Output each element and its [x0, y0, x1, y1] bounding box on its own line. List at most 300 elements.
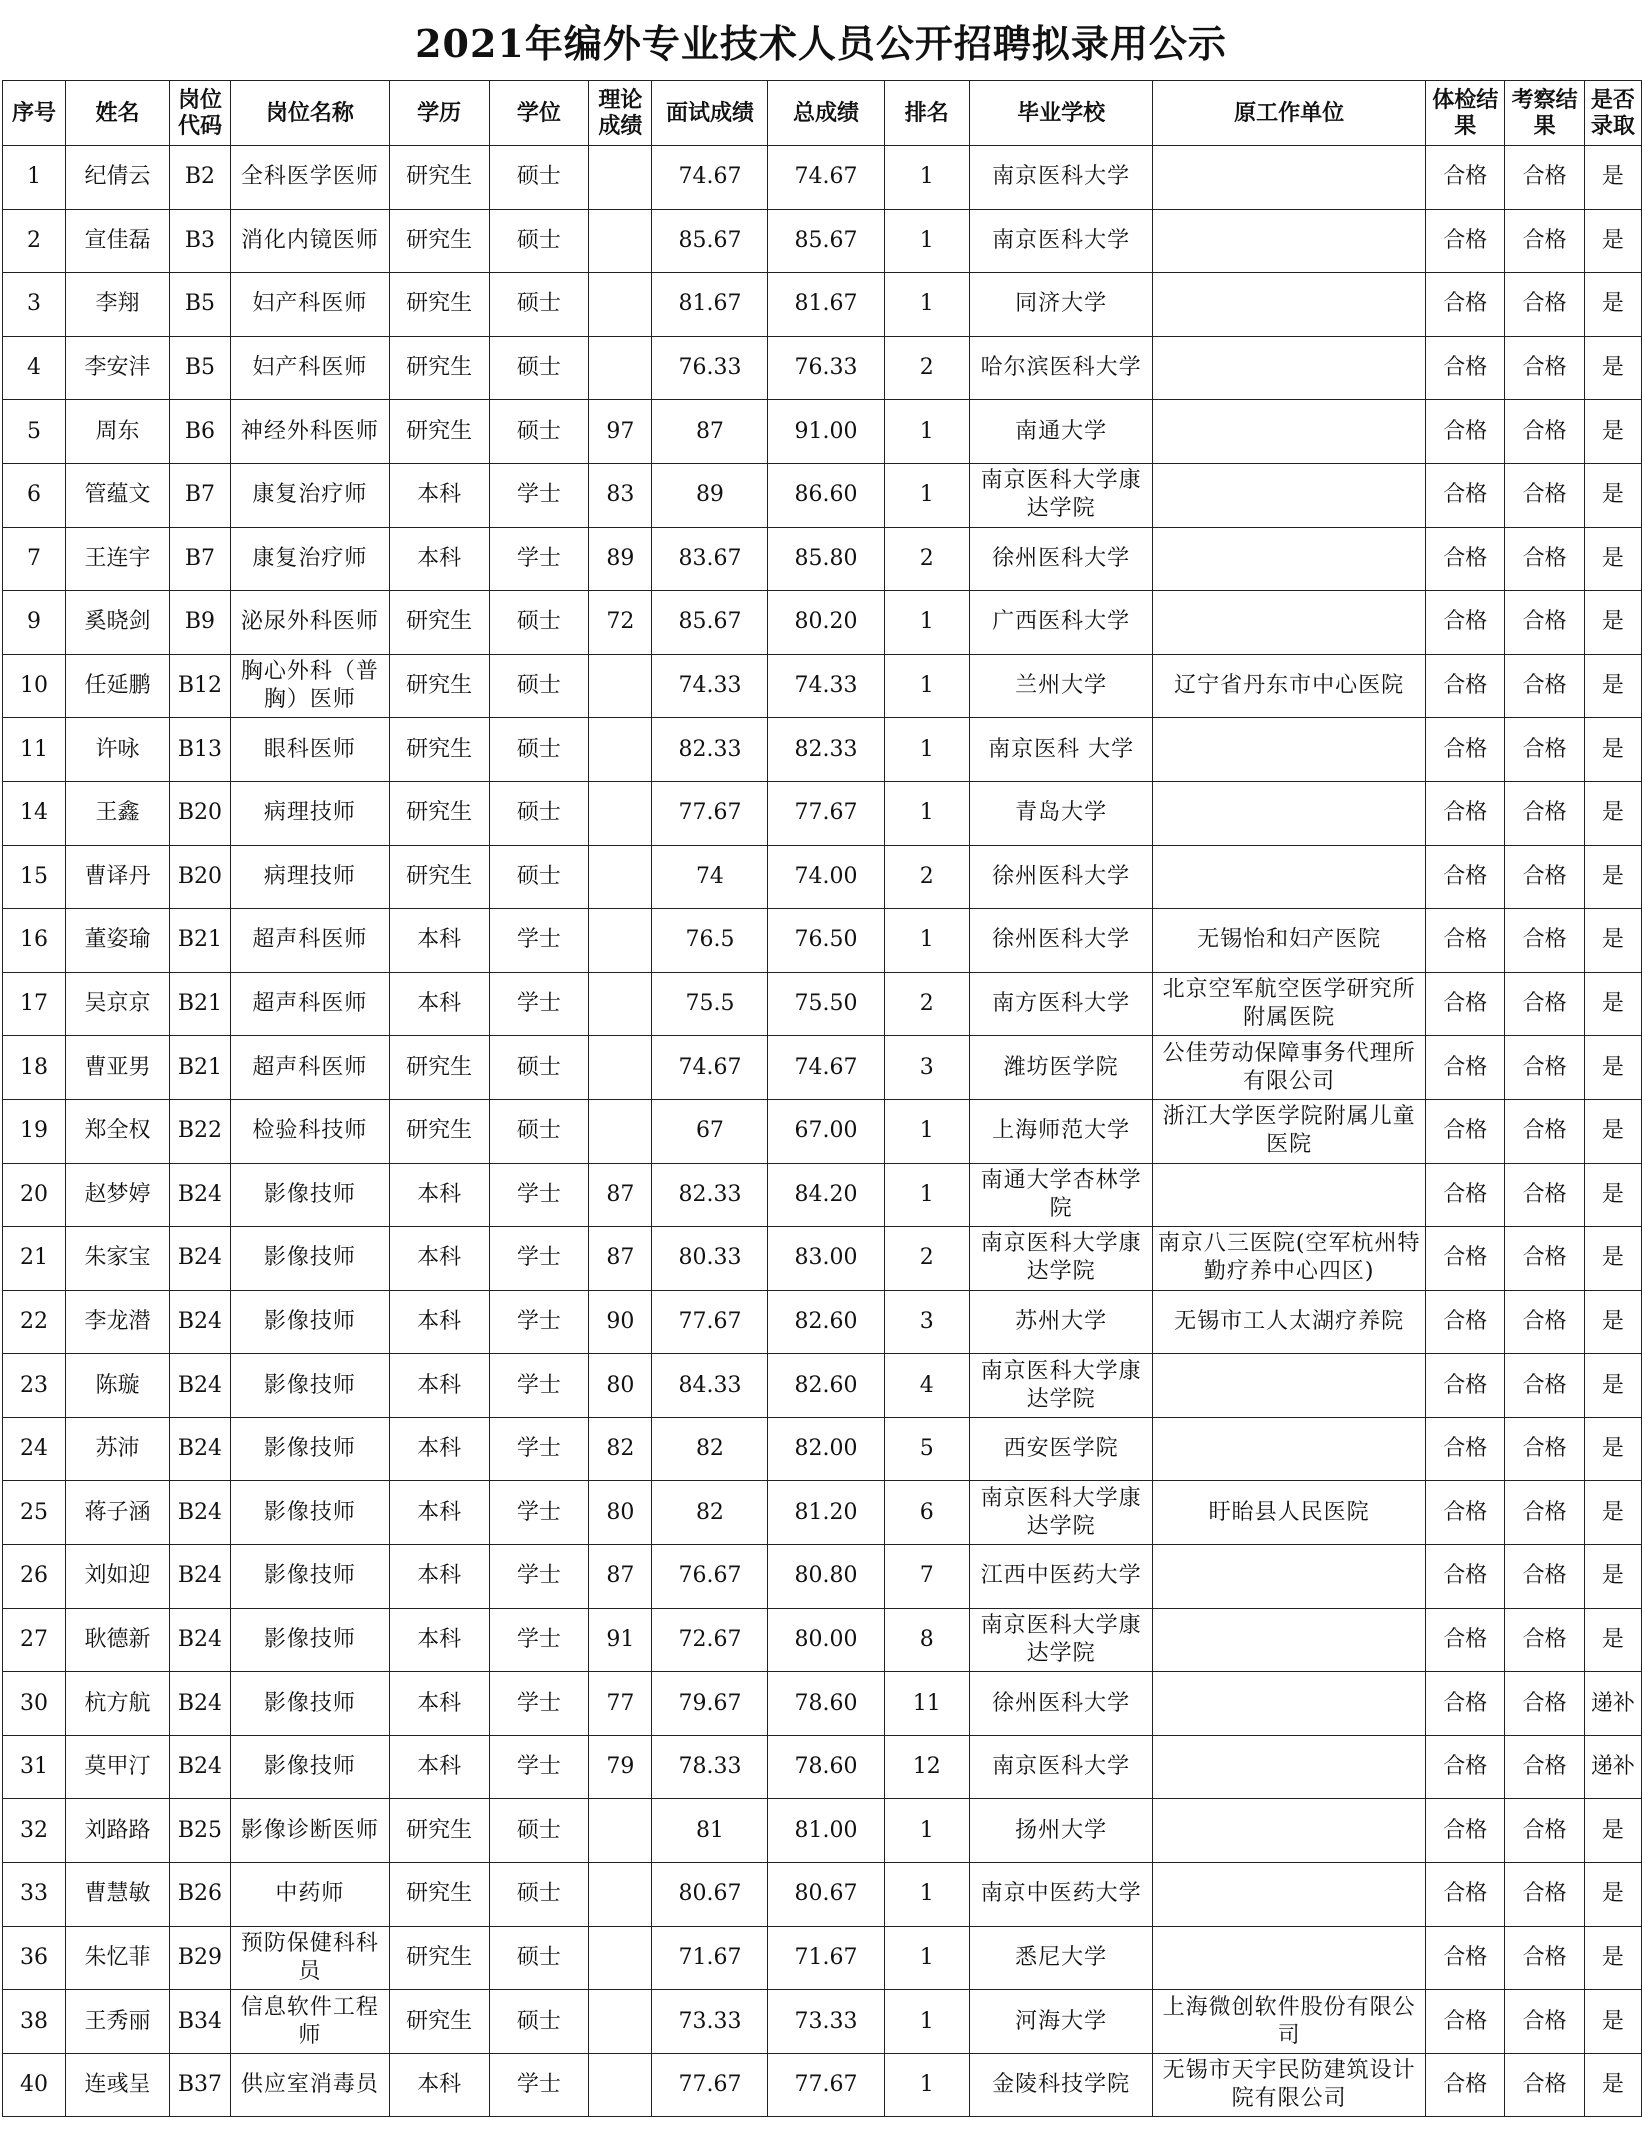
cell-education: 本科 [389, 1417, 489, 1481]
cell-assessment: 合格 [1505, 1354, 1584, 1418]
cell-post-code: B20 [169, 845, 230, 909]
table-row [3, 1036, 1642, 1100]
table-row [3, 463, 1642, 527]
cell-interview-score: 80.67 [652, 1863, 768, 1927]
cell-physical-exam: 合格 [1426, 336, 1505, 400]
cell-total-score: 71.67 [768, 1926, 884, 1990]
cell-degree: 学士 [489, 1545, 589, 1609]
cell-rank: 3 [884, 1036, 970, 1100]
cell-physical-exam: 合格 [1426, 273, 1505, 337]
table-row [3, 527, 1642, 591]
cell-assessment: 合格 [1505, 1926, 1584, 1990]
cell-admitted: 是 [1584, 336, 1641, 400]
table-row [3, 209, 1642, 273]
cell-name: 朱家宝 [66, 1227, 170, 1291]
cell-name: 耿德新 [66, 1608, 170, 1672]
table-row [3, 1227, 1642, 1291]
cell-physical-exam: 合格 [1426, 1481, 1505, 1545]
table-row [3, 1417, 1642, 1481]
cell-post-name: 影像技师 [231, 1545, 390, 1609]
cell-post-code: B7 [169, 463, 230, 527]
cell-interview-score: 74.33 [652, 654, 768, 718]
cell-school: 徐州医科大学 [970, 1672, 1153, 1736]
cell-school: 南方医科大学 [970, 972, 1153, 1036]
cell-theory-score [589, 1799, 652, 1863]
column-header-post-code: 岗位代码 [169, 81, 230, 146]
cell-education: 研究生 [389, 718, 489, 782]
cell-degree: 硕士 [489, 591, 589, 655]
cell-physical-exam: 合格 [1426, 909, 1505, 973]
cell-former-employer: 北京空军航空医学研究所附属医院 [1153, 972, 1426, 1036]
cell-name: 刘如迎 [66, 1545, 170, 1609]
cell-interview-score: 74 [652, 845, 768, 909]
cell-former-employer [1153, 718, 1426, 782]
cell-total-score: 74.67 [768, 146, 884, 210]
cell-assessment: 合格 [1505, 146, 1584, 210]
cell-name: 朱忆菲 [66, 1926, 170, 1990]
table-row [3, 718, 1642, 782]
cell-education: 本科 [389, 1545, 489, 1609]
cell-assessment: 合格 [1505, 1227, 1584, 1291]
cell-post-name: 检验科技师 [231, 1099, 390, 1163]
cell-education: 研究生 [389, 781, 489, 845]
cell-interview-score: 79.67 [652, 1672, 768, 1736]
cell-post-code: B5 [169, 336, 230, 400]
cell-admitted: 是 [1584, 718, 1641, 782]
cell-former-employer: 辽宁省丹东市中心医院 [1153, 654, 1426, 718]
cell-school: 上海师范大学 [970, 1099, 1153, 1163]
cell-former-employer [1153, 1545, 1426, 1609]
cell-assessment: 合格 [1505, 909, 1584, 973]
cell-post-name: 全科医学医师 [231, 146, 390, 210]
column-header-admitted: 是否录取 [1584, 81, 1641, 146]
cell-school: 南京医科大学 [970, 209, 1153, 273]
cell-former-employer [1153, 146, 1426, 210]
cell-seq: 10 [3, 654, 66, 718]
cell-interview-score: 82 [652, 1481, 768, 1545]
cell-rank: 2 [884, 1227, 970, 1291]
cell-assessment: 合格 [1505, 1863, 1584, 1927]
cell-seq: 6 [3, 463, 66, 527]
cell-physical-exam: 合格 [1426, 1735, 1505, 1799]
cell-post-name: 预防保健科科员 [231, 1926, 390, 1990]
cell-degree: 硕士 [489, 1863, 589, 1927]
cell-seq: 22 [3, 1290, 66, 1354]
column-header-school: 毕业学校 [970, 81, 1153, 146]
cell-degree: 学士 [489, 2053, 589, 2117]
cell-rank: 6 [884, 1481, 970, 1545]
cell-rank: 5 [884, 1417, 970, 1481]
cell-seq: 38 [3, 1990, 66, 2054]
table-row [3, 845, 1642, 909]
cell-total-score: 77.67 [768, 781, 884, 845]
cell-name: 王连宇 [66, 527, 170, 591]
cell-physical-exam: 合格 [1426, 972, 1505, 1036]
cell-theory-score: 91 [589, 1608, 652, 1672]
cell-total-score: 74.67 [768, 1036, 884, 1100]
cell-assessment: 合格 [1505, 400, 1584, 464]
cell-interview-score: 82.33 [652, 1163, 768, 1227]
cell-name: 奚晓剑 [66, 591, 170, 655]
cell-rank: 1 [884, 209, 970, 273]
table-row [3, 1799, 1642, 1863]
cell-physical-exam: 合格 [1426, 400, 1505, 464]
cell-post-name: 康复治疗师 [231, 527, 390, 591]
cell-rank: 11 [884, 1672, 970, 1736]
cell-seq: 31 [3, 1735, 66, 1799]
cell-degree: 硕士 [489, 654, 589, 718]
table-row [3, 1099, 1642, 1163]
cell-rank: 1 [884, 2053, 970, 2117]
cell-former-employer: 无锡怡和妇产医院 [1153, 909, 1426, 973]
cell-interview-score: 75.5 [652, 972, 768, 1036]
cell-interview-score: 73.33 [652, 1990, 768, 2054]
cell-name: 苏沛 [66, 1417, 170, 1481]
cell-total-score: 80.00 [768, 1608, 884, 1672]
cell-admitted: 是 [1584, 1545, 1641, 1609]
cell-assessment: 合格 [1505, 209, 1584, 273]
column-header-former-employer: 原工作单位 [1153, 81, 1426, 146]
cell-physical-exam: 合格 [1426, 654, 1505, 718]
cell-former-employer [1153, 1163, 1426, 1227]
cell-total-score: 67.00 [768, 1099, 884, 1163]
cell-physical-exam: 合格 [1426, 1672, 1505, 1736]
cell-name: 赵梦婷 [66, 1163, 170, 1227]
cell-seq: 36 [3, 1926, 66, 1990]
cell-post-code: B24 [169, 1545, 230, 1609]
table-row [3, 1545, 1642, 1609]
table-row [3, 591, 1642, 655]
cell-name: 曹译丹 [66, 845, 170, 909]
cell-interview-score: 81.67 [652, 273, 768, 337]
cell-theory-score: 87 [589, 1227, 652, 1291]
cell-rank: 2 [884, 972, 970, 1036]
cell-interview-score: 87 [652, 400, 768, 464]
cell-school: 扬州大学 [970, 1799, 1153, 1863]
cell-post-code: B20 [169, 781, 230, 845]
cell-assessment: 合格 [1505, 1735, 1584, 1799]
cell-degree: 学士 [489, 463, 589, 527]
cell-post-code: B37 [169, 2053, 230, 2117]
cell-rank: 2 [884, 527, 970, 591]
cell-education: 本科 [389, 1290, 489, 1354]
cell-theory-score [589, 1099, 652, 1163]
cell-total-score: 77.67 [768, 2053, 884, 2117]
cell-total-score: 85.67 [768, 209, 884, 273]
cell-education: 本科 [389, 972, 489, 1036]
cell-physical-exam: 合格 [1426, 1926, 1505, 1990]
cell-physical-exam: 合格 [1426, 1163, 1505, 1227]
cell-post-code: B21 [169, 909, 230, 973]
cell-name: 曹慧敏 [66, 1863, 170, 1927]
cell-interview-score: 67 [652, 1099, 768, 1163]
cell-admitted: 是 [1584, 1417, 1641, 1481]
cell-degree: 硕士 [489, 1099, 589, 1163]
cell-interview-score: 76.67 [652, 1545, 768, 1609]
cell-education: 本科 [389, 2053, 489, 2117]
cell-physical-exam: 合格 [1426, 591, 1505, 655]
cell-theory-score: 82 [589, 1417, 652, 1481]
cell-physical-exam: 合格 [1426, 1290, 1505, 1354]
cell-name: 陈璇 [66, 1354, 170, 1418]
cell-school: 南京医科大学康达学院 [970, 1354, 1153, 1418]
cell-interview-score: 77.67 [652, 781, 768, 845]
cell-rank: 1 [884, 591, 970, 655]
cell-post-name: 病理技师 [231, 781, 390, 845]
cell-total-score: 78.60 [768, 1672, 884, 1736]
cell-admitted: 是 [1584, 273, 1641, 337]
cell-school: 南京医科大学 [970, 146, 1153, 210]
cell-interview-score: 77.67 [652, 2053, 768, 2117]
cell-admitted: 是 [1584, 781, 1641, 845]
column-header-theory-score: 理论成绩 [589, 81, 652, 146]
cell-assessment: 合格 [1505, 591, 1584, 655]
cell-assessment: 合格 [1505, 463, 1584, 527]
cell-degree: 学士 [489, 527, 589, 591]
cell-assessment: 合格 [1505, 718, 1584, 782]
cell-school: 南京医科大学 [970, 1735, 1153, 1799]
cell-post-name: 康复治疗师 [231, 463, 390, 527]
cell-school: 悉尼大学 [970, 1926, 1153, 1990]
cell-post-code: B12 [169, 654, 230, 718]
cell-theory-score [589, 2053, 652, 2117]
cell-school: 南通大学 [970, 400, 1153, 464]
cell-theory-score [589, 909, 652, 973]
cell-degree: 学士 [489, 1227, 589, 1291]
cell-rank: 2 [884, 336, 970, 400]
cell-post-name: 影像诊断医师 [231, 1799, 390, 1863]
cell-education: 研究生 [389, 1990, 489, 2054]
column-header-physical-exam: 体检结果 [1426, 81, 1505, 146]
cell-post-code: B24 [169, 1354, 230, 1418]
cell-post-name: 超声科医师 [231, 1036, 390, 1100]
cell-education: 研究生 [389, 591, 489, 655]
cell-interview-score: 80.33 [652, 1227, 768, 1291]
cell-former-employer [1153, 1926, 1426, 1990]
cell-rank: 1 [884, 654, 970, 718]
cell-total-score: 76.33 [768, 336, 884, 400]
cell-post-name: 胸心外科（普胸）医师 [231, 654, 390, 718]
cell-assessment: 合格 [1505, 336, 1584, 400]
cell-post-code: B24 [169, 1290, 230, 1354]
cell-post-name: 妇产科医师 [231, 273, 390, 337]
cell-education: 研究生 [389, 1863, 489, 1927]
cell-physical-exam: 合格 [1426, 1799, 1505, 1863]
cell-admitted: 是 [1584, 1354, 1641, 1418]
cell-degree: 学士 [489, 1735, 589, 1799]
cell-name: 王鑫 [66, 781, 170, 845]
cell-degree: 学士 [489, 1608, 589, 1672]
cell-degree: 学士 [489, 1163, 589, 1227]
cell-total-score: 82.60 [768, 1354, 884, 1418]
cell-assessment: 合格 [1505, 2053, 1584, 2117]
cell-school: 南京医科大学康达学院 [970, 1481, 1153, 1545]
cell-school: 青岛大学 [970, 781, 1153, 845]
column-header-total-score: 总成绩 [768, 81, 884, 146]
cell-theory-score [589, 273, 652, 337]
cell-school: 徐州医科大学 [970, 845, 1153, 909]
cell-theory-score: 80 [589, 1354, 652, 1418]
cell-rank: 12 [884, 1735, 970, 1799]
cell-former-employer [1153, 1417, 1426, 1481]
cell-former-employer [1153, 591, 1426, 655]
cell-rank: 1 [884, 1926, 970, 1990]
cell-rank: 1 [884, 1863, 970, 1927]
cell-education: 研究生 [389, 1099, 489, 1163]
table-row [3, 1863, 1642, 1927]
cell-assessment: 合格 [1505, 1608, 1584, 1672]
cell-degree: 硕士 [489, 1799, 589, 1863]
cell-assessment: 合格 [1505, 1163, 1584, 1227]
cell-former-employer [1153, 845, 1426, 909]
cell-theory-score [589, 845, 652, 909]
cell-admitted: 递补 [1584, 1735, 1641, 1799]
cell-assessment: 合格 [1505, 527, 1584, 591]
cell-former-employer: 盱眙县人民医院 [1153, 1481, 1426, 1545]
table-row [3, 972, 1642, 1036]
cell-education: 本科 [389, 1672, 489, 1736]
cell-rank: 1 [884, 1099, 970, 1163]
cell-total-score: 83.00 [768, 1227, 884, 1291]
cell-former-employer [1153, 400, 1426, 464]
table-row [3, 781, 1642, 845]
cell-seq: 20 [3, 1163, 66, 1227]
cell-seq: 5 [3, 400, 66, 464]
cell-assessment: 合格 [1505, 1099, 1584, 1163]
cell-name: 许咏 [66, 718, 170, 782]
table-row [3, 1608, 1642, 1672]
cell-former-employer: 浙江大学医学院附属儿童医院 [1153, 1099, 1426, 1163]
cell-theory-score [589, 209, 652, 273]
cell-assessment: 合格 [1505, 1799, 1584, 1863]
table-row [3, 273, 1642, 337]
cell-theory-score: 77 [589, 1672, 652, 1736]
table-row [3, 400, 1642, 464]
table-body [3, 146, 1642, 2117]
table-header-row [3, 81, 1642, 146]
column-header-degree: 学位 [489, 81, 589, 146]
column-header-rank: 排名 [884, 81, 970, 146]
cell-name: 吴京京 [66, 972, 170, 1036]
cell-physical-exam: 合格 [1426, 1863, 1505, 1927]
cell-rank: 1 [884, 909, 970, 973]
cell-former-employer: 上海微创软件股份有限公司 [1153, 1990, 1426, 2054]
cell-total-score: 74.33 [768, 654, 884, 718]
cell-theory-score: 80 [589, 1481, 652, 1545]
cell-name: 王秀丽 [66, 1990, 170, 2054]
cell-degree: 硕士 [489, 400, 589, 464]
cell-rank: 7 [884, 1545, 970, 1609]
cell-degree: 硕士 [489, 1990, 589, 2054]
cell-admitted: 是 [1584, 2053, 1641, 2117]
cell-post-name: 超声科医师 [231, 909, 390, 973]
cell-assessment: 合格 [1505, 1672, 1584, 1736]
cell-rank: 1 [884, 718, 970, 782]
results-table [2, 80, 1642, 2117]
cell-seq: 33 [3, 1863, 66, 1927]
cell-school: 哈尔滨医科大学 [970, 336, 1153, 400]
cell-name: 杭方航 [66, 1672, 170, 1736]
cell-school: 徐州医科大学 [970, 527, 1153, 591]
cell-post-code: B21 [169, 972, 230, 1036]
cell-theory-score: 72 [589, 591, 652, 655]
cell-degree: 学士 [489, 1290, 589, 1354]
cell-assessment: 合格 [1505, 1481, 1584, 1545]
cell-name: 李翔 [66, 273, 170, 337]
cell-education: 本科 [389, 1481, 489, 1545]
cell-seq: 40 [3, 2053, 66, 2117]
cell-former-employer [1153, 1799, 1426, 1863]
cell-post-name: 中药师 [231, 1863, 390, 1927]
cell-school: 徐州医科大学 [970, 909, 1153, 973]
cell-admitted: 是 [1584, 591, 1641, 655]
cell-physical-exam: 合格 [1426, 1227, 1505, 1291]
cell-former-employer: 南京八三医院(空军杭州特勤疗养中心四区) [1153, 1227, 1426, 1291]
cell-education: 研究生 [389, 146, 489, 210]
cell-admitted: 是 [1584, 909, 1641, 973]
cell-theory-score: 90 [589, 1290, 652, 1354]
cell-physical-exam: 合格 [1426, 1990, 1505, 2054]
cell-physical-exam: 合格 [1426, 1036, 1505, 1100]
cell-total-score: 73.33 [768, 1990, 884, 2054]
cell-rank: 1 [884, 1163, 970, 1227]
cell-seq: 26 [3, 1545, 66, 1609]
cell-admitted: 是 [1584, 527, 1641, 591]
cell-admitted: 是 [1584, 209, 1641, 273]
cell-seq: 14 [3, 781, 66, 845]
cell-post-code: B24 [169, 1481, 230, 1545]
cell-total-score: 81.20 [768, 1481, 884, 1545]
cell-post-name: 影像技师 [231, 1672, 390, 1736]
cell-seq: 7 [3, 527, 66, 591]
cell-physical-exam: 合格 [1426, 527, 1505, 591]
cell-former-employer [1153, 527, 1426, 591]
cell-degree: 硕士 [489, 718, 589, 782]
page-title: 2021年编外专业技术人员公开招聘拟录用公示 [415, 21, 1227, 66]
cell-assessment: 合格 [1505, 654, 1584, 718]
cell-former-employer [1153, 1608, 1426, 1672]
cell-post-code: B21 [169, 1036, 230, 1100]
cell-school: 江西中医药大学 [970, 1545, 1153, 1609]
cell-education: 研究生 [389, 1036, 489, 1100]
column-header-education: 学历 [389, 81, 489, 146]
cell-admitted: 是 [1584, 1926, 1641, 1990]
cell-name: 蒋子涵 [66, 1481, 170, 1545]
cell-total-score: 86.60 [768, 463, 884, 527]
cell-school: 南通大学杏林学院 [970, 1163, 1153, 1227]
cell-seq: 1 [3, 146, 66, 210]
cell-education: 研究生 [389, 1799, 489, 1863]
column-header-seq: 序号 [3, 81, 66, 146]
cell-education: 本科 [389, 463, 489, 527]
cell-total-score: 76.50 [768, 909, 884, 973]
table-row [3, 1481, 1642, 1545]
cell-seq: 15 [3, 845, 66, 909]
cell-degree: 硕士 [489, 273, 589, 337]
cell-admitted: 是 [1584, 1099, 1641, 1163]
cell-education: 本科 [389, 527, 489, 591]
cell-seq: 21 [3, 1227, 66, 1291]
cell-post-name: 影像技师 [231, 1417, 390, 1481]
table-row [3, 336, 1642, 400]
cell-interview-score: 81 [652, 1799, 768, 1863]
cell-name: 纪倩云 [66, 146, 170, 210]
cell-total-score: 80.20 [768, 591, 884, 655]
cell-interview-score: 77.67 [652, 1290, 768, 1354]
table-row [3, 1354, 1642, 1418]
column-header-assessment: 考察结果 [1505, 81, 1584, 146]
cell-seq: 27 [3, 1608, 66, 1672]
